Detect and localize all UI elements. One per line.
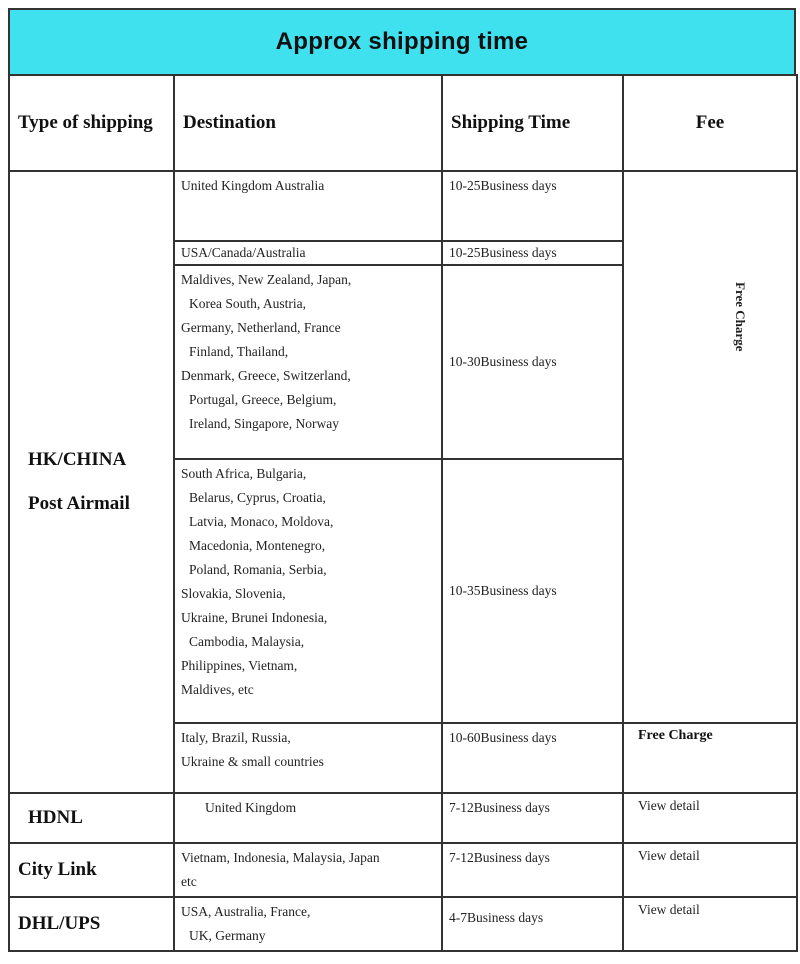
destination-line: Maldives, New Zealand, Japan, [181,272,352,287]
time-cell: 10-30Business days [442,265,623,459]
destination-line: United Kingdom Australia [181,178,325,193]
destination-cell [174,459,442,723]
time-cell: 10-25Business days [442,171,623,241]
destination-line: Maldives, etc [181,682,254,697]
destination-line: Vietnam, Indonesia, Malaysia, Japan [181,850,380,865]
destination-line: USA/Canada/Australia [181,245,306,260]
time-cell: 10-35Business days [442,459,623,723]
fee-vertical-text: Free Charge [733,282,748,352]
destination-cell [174,723,442,793]
view-detail-link[interactable]: View detail [623,897,797,951]
header-shipping-time: Shipping Time [442,75,623,171]
destination-line: etc [181,874,197,889]
view-detail-link[interactable]: View detail [623,843,797,897]
destination-line: Italy, Brazil, Russia, [181,730,291,745]
type-dhl-ups: DHL/UPS [9,897,174,951]
destination-line: Slovakia, Slovenia, [181,586,286,601]
time-cell: 7-12Business days [442,843,623,897]
destination-cell [174,897,442,951]
destination-line: Korea South, Austria, [189,296,306,311]
header-fee: Fee [623,75,797,171]
time-cell: 7-12Business days [442,793,623,843]
type-hk-line1: HK/CHINA [28,449,127,470]
type-hdnl: HDNL [9,793,174,843]
destination-line: Ireland, Singapore, Norway [189,416,339,431]
time-cell: 4-7Business days [442,897,623,951]
destination-line: Latvia, Monaco, Moldova, [189,514,334,529]
time-cell: 10-25Business days [442,241,623,265]
destination-line: Cambodia, Malaysia, [189,634,305,649]
destination-cell [174,241,442,265]
destination-line: Denmark, Greece, Switzerland, [181,368,351,383]
table-row [9,897,797,951]
destination-cell [174,171,442,241]
destination-line: USA, Australia, France, [181,904,311,919]
destination-cell [174,843,442,897]
destination-line: Ukraine & small countries [181,754,324,769]
shipping-table [8,74,798,952]
type-hk-line2: Post Airmail [28,493,130,514]
view-detail-link[interactable]: View detail [623,793,797,843]
destination-line: Macedonia, Montenegro, [189,538,326,553]
destination-line: Ukraine, Brunei Indonesia, [181,610,328,625]
header-destination: Destination [174,75,442,171]
destination-cell: United Kingdom [174,793,442,843]
destination-line: Philippines, Vietnam, [181,658,298,673]
destination-line: UK, Germany [189,928,266,943]
destination-line: Finland, Thailand, [189,344,289,359]
header-row [9,75,797,171]
fee-free-charge-vertical [623,171,797,723]
destination-line: Portugal, Greece, Belgium, [189,392,337,407]
destination-line: Germany, Netherland, France [181,320,341,335]
destination-line: Poland, Romania, Serbia, [189,562,327,577]
header-type [9,75,174,171]
table-row [9,171,797,241]
fee-cell: Free Charge [623,723,797,793]
table-title: Approx shipping time [8,8,796,76]
destination-line: Belarus, Cyprus, Croatia, [189,490,326,505]
table-row [9,843,797,897]
shipping-table-container [8,8,796,952]
table-row [9,793,797,843]
destination-cell [174,265,442,459]
destination-line: South Africa, Bulgaria, [181,466,307,481]
type-hk-china [9,171,174,793]
type-city-link: City Link [9,843,174,897]
header-type-label: Type of shipping [18,112,153,133]
time-cell: 10-60Business days [442,723,623,793]
